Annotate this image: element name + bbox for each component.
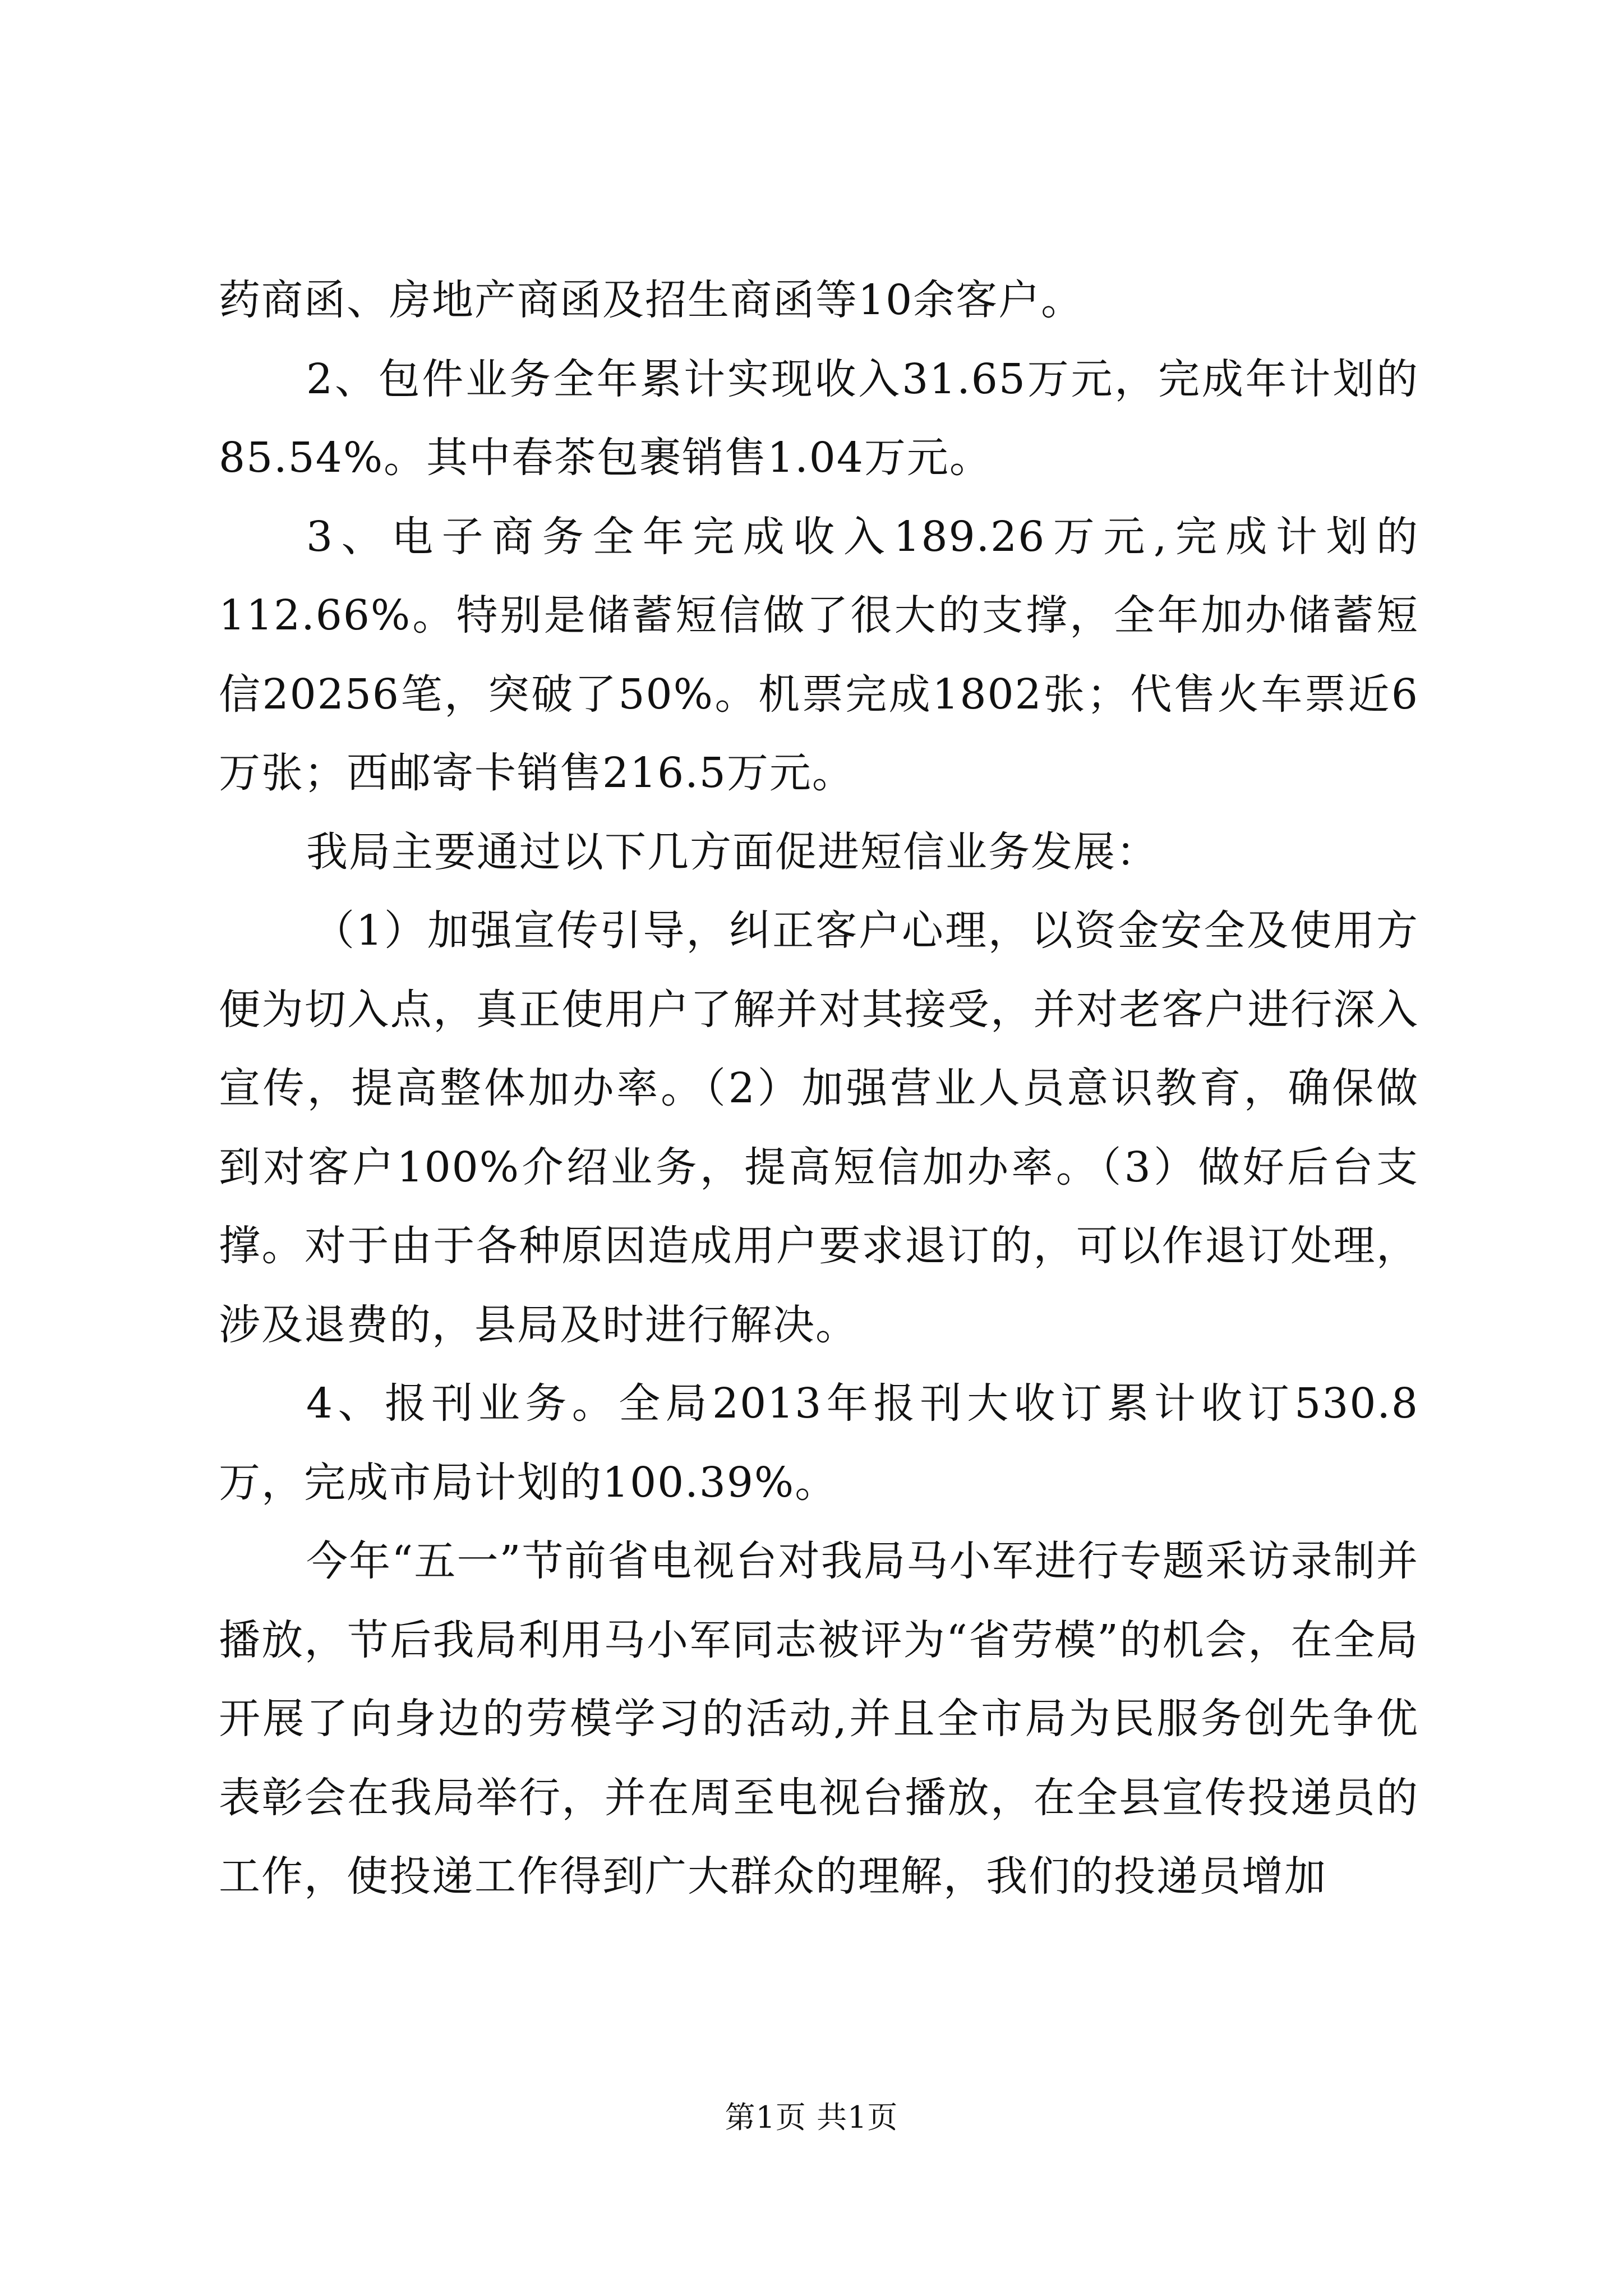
paragraph-e-commerce: 3、电子商务全年完成收入189.26万元,完成计划的112.66%。特别是储蓄短信做了很大的支撑，全年加办储蓄短信20256笔，突破了50%。机票完成1802张；代售火车票近6万张；西邮寄卡销售216.5万元。	[219, 512, 1419, 797]
paragraph-model-worker-publicity: 今年“五一”节前省电视台对我局马小军进行专题采访录制并播放，节后我局利用马小军同志被评为“省劳模”的机会，在全局开展了向身边的劳模学习的活动,并且全市局为民服务创先争优表彰会在我局举行，并在周至电视台播放，在全县宣传投递员的工作，使投递工作得到广大群众的理解，我们的投递员增加	[219, 1537, 1419, 1901]
paragraph-sms-promotion-intro: 我局主要通过以下几方面促进短信业务发展：	[306, 827, 1159, 876]
page-footer: 第1页 共1页	[725, 2100, 898, 2135]
paragraph-client-list-continuation: 药商函、房地产商函及招生商函等10余客户。	[219, 276, 1084, 324]
document-body	[219, 261, 1419, 1916]
paragraph-sms-promotion-measures: （1）加强宣传引导，纠正客户心理，以资金安全及使用方便为切入点，真正使用户了解并对其接受，并对老客户进行深入宣传，提高整体加办率。（2）加强营业人员意识教育，确保做到对客户100%介绍业务，提高短信加办率。（3）做好后台支撑。对于由于各种原因造成用户要求退订的，可以作退订处理，涉及退费的，县局及时进行解决。	[219, 907, 1419, 1349]
paragraph-newspaper-business: 4、报刊业务。全局2013年报刊大收订累计收订530.8万，完成市局计划的100.39%。	[219, 1379, 1419, 1507]
paragraph-parcel-business: 2、包件业务全年累计实现收入31.65万元，完成年计划的85.54%。其中春茶包裹销售1.04万元。	[219, 355, 1419, 482]
